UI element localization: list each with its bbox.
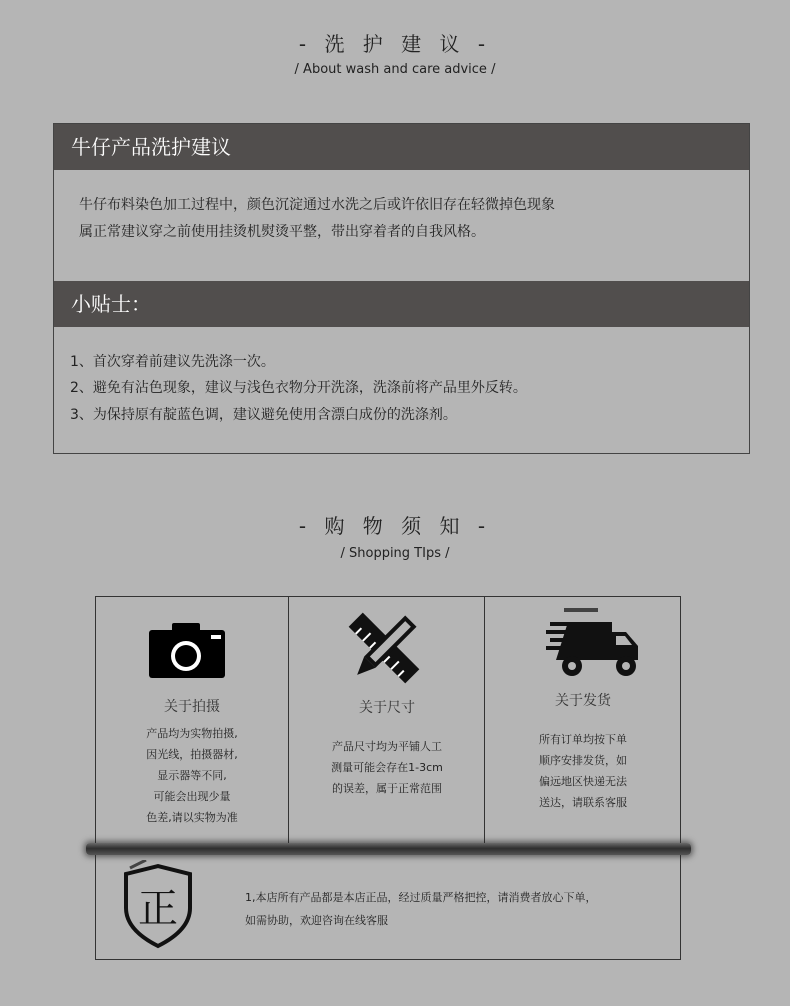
guarantee-line: 1,本店所有产品都是本店正品，经过质量严格把控，请消费者放心下单， [245,891,597,904]
care-section-title: - 洗 护 建 议 - [298,32,492,56]
camera-icon [147,620,227,680]
delivery-truck-icon [546,608,642,684]
shopping-section-title: - 购 物 须 知 - [298,514,492,538]
care-advice-box [53,123,750,454]
about-shipping-line: 所有订单均按下单 [539,733,627,746]
about-shipping-line: 顺序安排发货，如 [539,754,627,767]
genuine-badge-char: 正 [138,886,178,932]
tips-header: 小贴士： [54,281,749,327]
about-shipping-line: 送达，请联系客服 [539,796,627,809]
column-divider [288,597,289,849]
about-size-text [289,736,485,799]
about-photo-line: 产品均为实物拍摄, [146,727,238,740]
about-size-title: 关于尺寸 [359,700,415,716]
about-size-line: 的误差，属于正常范围 [332,782,442,795]
about-size-line: 测量可能会存在1-3cm [331,761,443,774]
care-section-subtitle: / About wash and care advice / [294,62,496,77]
about-shipping-text [485,729,681,813]
guarantee-text [245,886,597,932]
about-photo-line: 因光线，拍摄器材, [146,748,238,761]
tip-item: 1、首次穿着前建议先洗涤一次。 [70,354,275,370]
denim-care-text [79,192,555,246]
about-size-line: 产品尺寸均为平铺人工 [332,740,442,753]
tip-item: 3、为保持原有靛蓝色调，建议避免使用含漂白成份的洗涤剂。 [70,407,457,423]
guarantee-line: 如需协助，欢迎咨询在线客服 [245,914,388,927]
tip-item: 2、避免有沾色现象，建议与浅色衣物分开洗涤，洗涤前将产品里外反转。 [70,380,527,396]
about-photo-title: 关于拍摄 [164,699,220,715]
about-photo-line: 显示器等不同, [157,769,227,782]
ruler-pencil-icon [338,608,430,688]
about-shipping-line: 偏远地区快递无法 [539,775,627,788]
about-photo-line: 可能会出现少量 [153,790,231,803]
section-divider-bar [86,843,691,855]
about-shipping-title: 关于发货 [555,693,611,709]
denim-care-line: 属正常建议穿之前使用挂烫机熨烫平整，带出穿着者的自我风格。 [79,224,485,240]
shopping-section-subtitle: / Shopping TIps / [340,546,450,561]
genuine-shield-icon [118,860,198,950]
denim-care-header: 牛仔产品洗护建议 [54,124,749,170]
about-photo-text [96,723,288,828]
denim-care-line: 牛仔布料染色加工过程中，颜色沉淀通过水洗之后或许依旧存在轻微掉色现象 [79,197,555,213]
about-photo-line: 色差,请以实物为准 [146,811,238,824]
